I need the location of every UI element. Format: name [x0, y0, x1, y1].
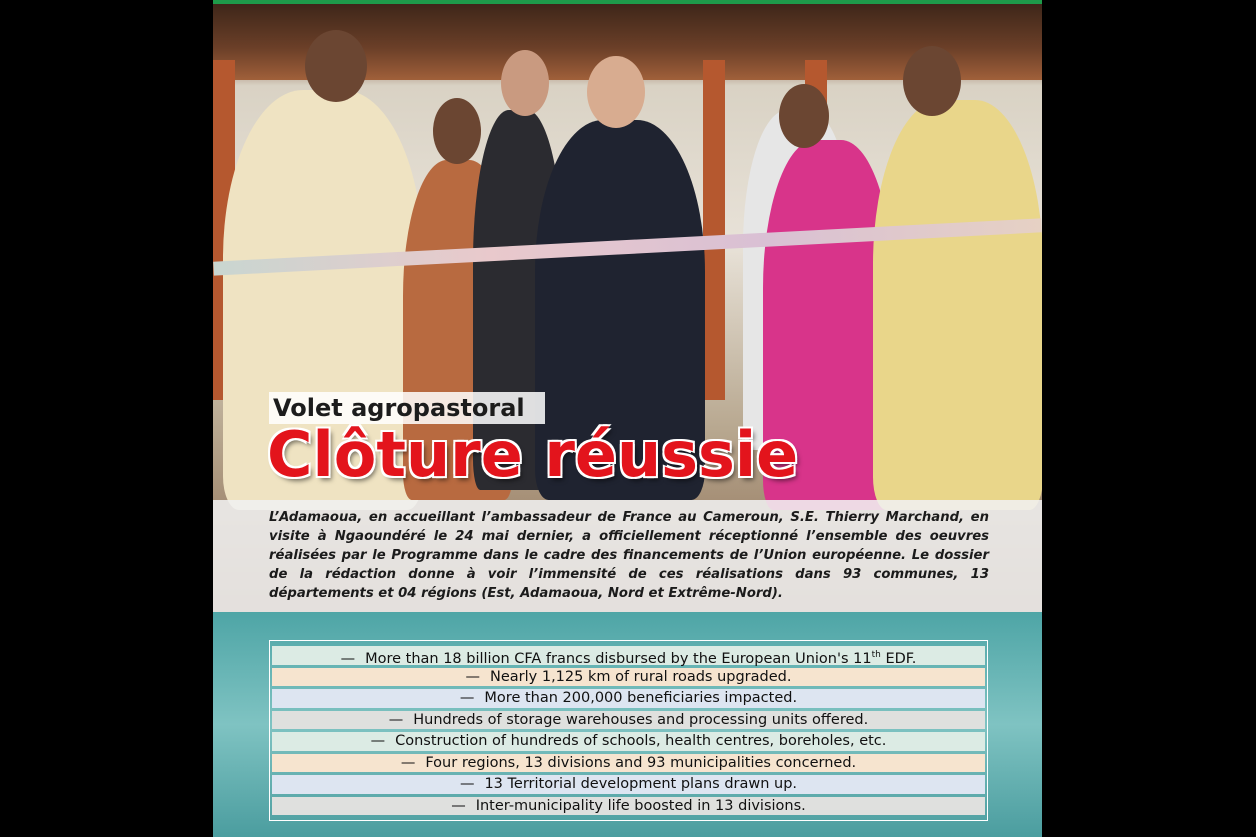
fact-dash: —	[459, 776, 475, 792]
fact-dash: —	[370, 733, 386, 749]
person-head	[587, 56, 645, 128]
fact-dash: —	[400, 754, 416, 771]
fact-dash: —	[459, 690, 475, 706]
fact-text: Four regions, 13 divisions and 93 municipalities concerned.	[425, 754, 857, 771]
fact-text: Inter-municipality life boosted in 13 divisions.	[475, 797, 806, 814]
magazine-page	[213, 0, 1042, 837]
fact-item	[272, 797, 985, 816]
fact-superscript: th	[871, 650, 881, 660]
fact-dash: —	[388, 711, 404, 728]
fact-item	[272, 668, 985, 687]
fact-dash: —	[340, 650, 356, 667]
fact-text: Nearly 1,125 km of rural roads upgraded.	[490, 668, 792, 685]
fact-text: More than 18 billion CFA francs disbursed by the European Union's 11	[365, 650, 872, 667]
article-kicker: Volet agropastoral	[269, 392, 545, 424]
fact-dash: —	[451, 797, 466, 814]
fact-item	[272, 732, 985, 751]
pillar	[703, 60, 725, 400]
lead-paragraph: L’Adamaoua, en accueillant l’ambassadeur de France au Cameroun, S.E. Thierry Marchand, en visite à Ngaoundéré le 24 mai dernier, a officiellement réceptionné l’ensemble des oeuvres réalisées par le Programme dans le cadre des financements de l’Union européenne. Le dossier de la rédaction donne à voir l’immensité de ces réalisations dans 93 communes, 13 départements et 04 régions (Est, Adamaoua, Nord et Extrême-Nord).	[269, 510, 989, 601]
fact-text: Hundreds of storage warehouses and processing units offered.	[413, 711, 869, 728]
fact-item	[272, 646, 985, 665]
fact-item	[272, 775, 985, 794]
person-head	[903, 46, 961, 116]
fact-item	[272, 754, 985, 773]
article-headline: Clôture réussie	[267, 418, 799, 491]
facts-list	[269, 640, 988, 821]
fact-item	[272, 711, 985, 730]
person-head	[779, 84, 829, 148]
fact-text-tail: EDF.	[880, 650, 917, 667]
fact-dash: —	[465, 668, 481, 685]
fact-text: More than 200,000 beneficiaries impacted.	[484, 690, 798, 706]
person-figure	[873, 100, 1042, 510]
lead-box	[213, 500, 1042, 612]
person-head	[501, 50, 549, 116]
fact-item	[272, 689, 985, 708]
fact-text: Construction of hundreds of schools, health centres, boreholes, etc.	[395, 733, 887, 749]
person-head	[433, 98, 481, 164]
person-head	[305, 30, 367, 102]
fact-text: 13 Territorial development plans drawn up.	[484, 776, 798, 792]
top-accent-bar	[213, 0, 1042, 4]
